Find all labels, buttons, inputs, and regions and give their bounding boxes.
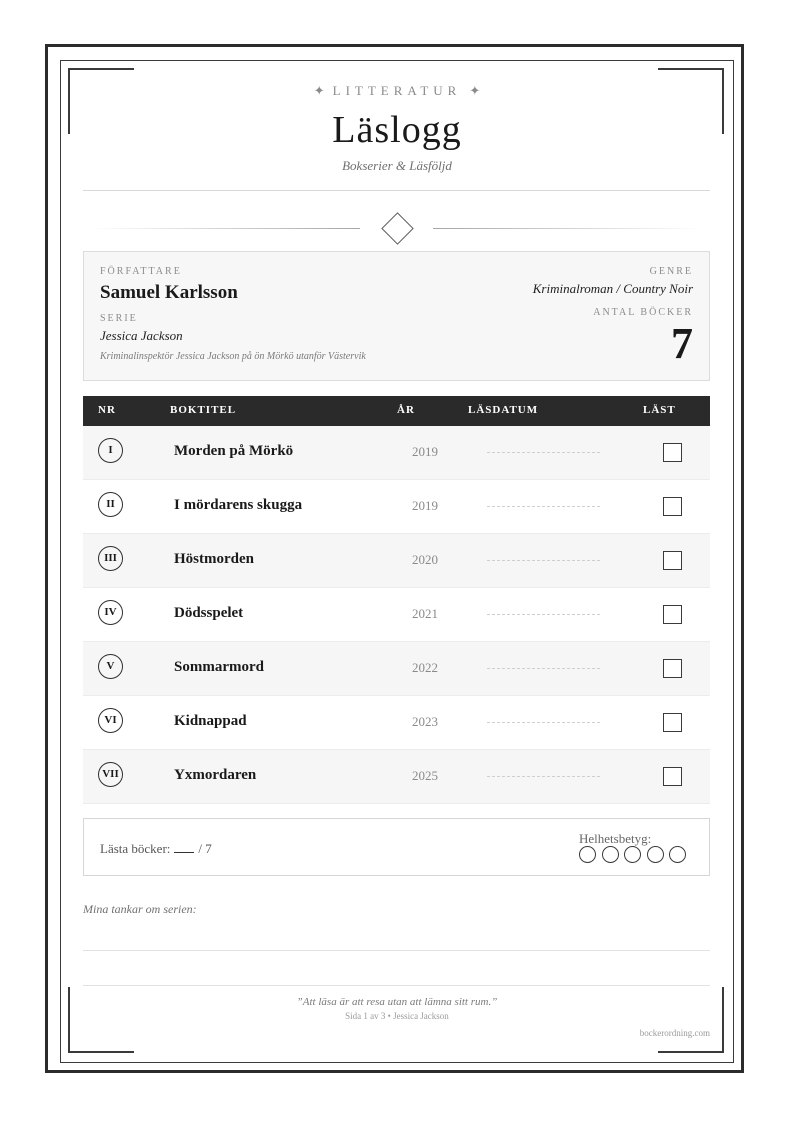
column-header-nr: NR <box>98 404 116 416</box>
read-count-total: / 7 <box>198 841 212 856</box>
author-name: Samuel Karlsson <box>100 282 238 303</box>
notes-label: Mina tankar om serien: <box>83 902 197 916</box>
ornament-line-left <box>90 228 360 229</box>
read-checkbox[interactable] <box>663 767 682 786</box>
read-date-field[interactable] <box>487 452 600 453</box>
book-number-badge: II <box>98 492 123 517</box>
table-header <box>83 396 710 426</box>
page-subtitle: Bokserier & Läsföljd <box>342 158 452 173</box>
book-year: 2023 <box>412 714 438 729</box>
rating-circle-2[interactable] <box>602 846 619 863</box>
table-row <box>83 480 710 534</box>
book-number-badge: VI <box>98 708 123 733</box>
rating-label: Helhetsbetyg: <box>579 831 652 846</box>
table-row <box>83 642 710 696</box>
book-count-label: ANTAL BÖCKER <box>593 307 693 318</box>
column-header-title: BOKTITEL <box>170 404 237 416</box>
book-number-badge: I <box>98 438 123 463</box>
read-date-field[interactable] <box>487 506 600 507</box>
page-info: Sida 1 av 3 • Jessica Jackson <box>345 1011 449 1021</box>
site-url: bockerordning.com <box>639 1028 710 1038</box>
rating-circles <box>579 846 692 868</box>
read-date-field[interactable] <box>487 776 600 777</box>
eyebrow <box>0 83 794 99</box>
ornament-line-right <box>433 228 703 229</box>
book-title: Dödsspelet <box>174 605 244 621</box>
read-checkbox[interactable] <box>663 551 682 570</box>
rating-circle-3[interactable] <box>624 846 641 863</box>
book-number-badge: IV <box>98 600 123 625</box>
read-date-field[interactable] <box>487 614 600 615</box>
eyebrow-text: LITTERATUR <box>332 83 462 98</box>
read-checkbox[interactable] <box>663 443 682 462</box>
book-table <box>83 426 710 804</box>
rating-circle-1[interactable] <box>579 846 596 863</box>
rating-circle-4[interactable] <box>647 846 664 863</box>
book-title: Kidnappad <box>174 713 247 729</box>
rating-circle-5[interactable] <box>669 846 686 863</box>
book-number-badge: V <box>98 654 123 679</box>
page-title: Läslogg <box>332 109 462 151</box>
read-date-field[interactable] <box>487 722 600 723</box>
book-year: 2019 <box>412 498 438 513</box>
read-checkbox[interactable] <box>663 659 682 678</box>
book-title: I mördarens skugga <box>174 497 303 513</box>
table-row <box>83 696 710 750</box>
footer-divider <box>83 985 710 986</box>
footer-quote: ”Att läsa är att resa utan att lämna sitt rum.” <box>296 996 498 1008</box>
star-icon: ✦ <box>313 83 325 98</box>
book-count: 7 <box>671 319 693 368</box>
series-name: Jessica Jackson <box>100 328 183 343</box>
book-year: 2022 <box>412 660 438 675</box>
table-row <box>83 588 710 642</box>
read-checkbox[interactable] <box>663 497 682 516</box>
star-icon: ✦ <box>469 83 481 98</box>
notes-line[interactable] <box>83 950 710 951</box>
book-number-badge: VII <box>98 762 123 787</box>
table-row <box>83 426 710 480</box>
book-title: Yxmordaren <box>174 767 257 783</box>
divider <box>83 190 710 191</box>
read-date-field[interactable] <box>487 560 600 561</box>
read-count-label: Lästa böcker: <box>100 841 171 856</box>
book-title: Höstmorden <box>174 551 254 567</box>
read-date-field[interactable] <box>487 668 600 669</box>
series-description: Kriminalinspektör Jessica Jackson på ön Mörkö utanför Västervik <box>100 351 366 362</box>
genre-label: GENRE <box>649 266 693 277</box>
book-year: 2019 <box>412 444 438 459</box>
series-label: SERIE <box>100 313 138 324</box>
summary-box <box>83 818 710 876</box>
book-title: Sommarmord <box>174 659 264 675</box>
genre-value: Kriminalroman / Country Noir <box>532 281 693 296</box>
table-row <box>83 750 710 804</box>
read-count <box>100 840 212 857</box>
table-row <box>83 534 710 588</box>
author-label: FÖRFATTARE <box>100 266 182 277</box>
column-header-read-date: LÄSDATUM <box>468 404 539 416</box>
book-title: Morden på Mörkö <box>174 443 294 459</box>
column-header-read: LÄST <box>643 404 676 416</box>
book-year: 2025 <box>412 768 438 783</box>
read-count-blank[interactable] <box>174 840 194 853</box>
series-info-box <box>83 251 710 381</box>
column-header-year: ÅR <box>397 404 415 416</box>
read-checkbox[interactable] <box>663 605 682 624</box>
book-number-badge: III <box>98 546 123 571</box>
book-year: 2021 <box>412 606 438 621</box>
read-checkbox[interactable] <box>663 713 682 732</box>
book-year: 2020 <box>412 552 438 567</box>
